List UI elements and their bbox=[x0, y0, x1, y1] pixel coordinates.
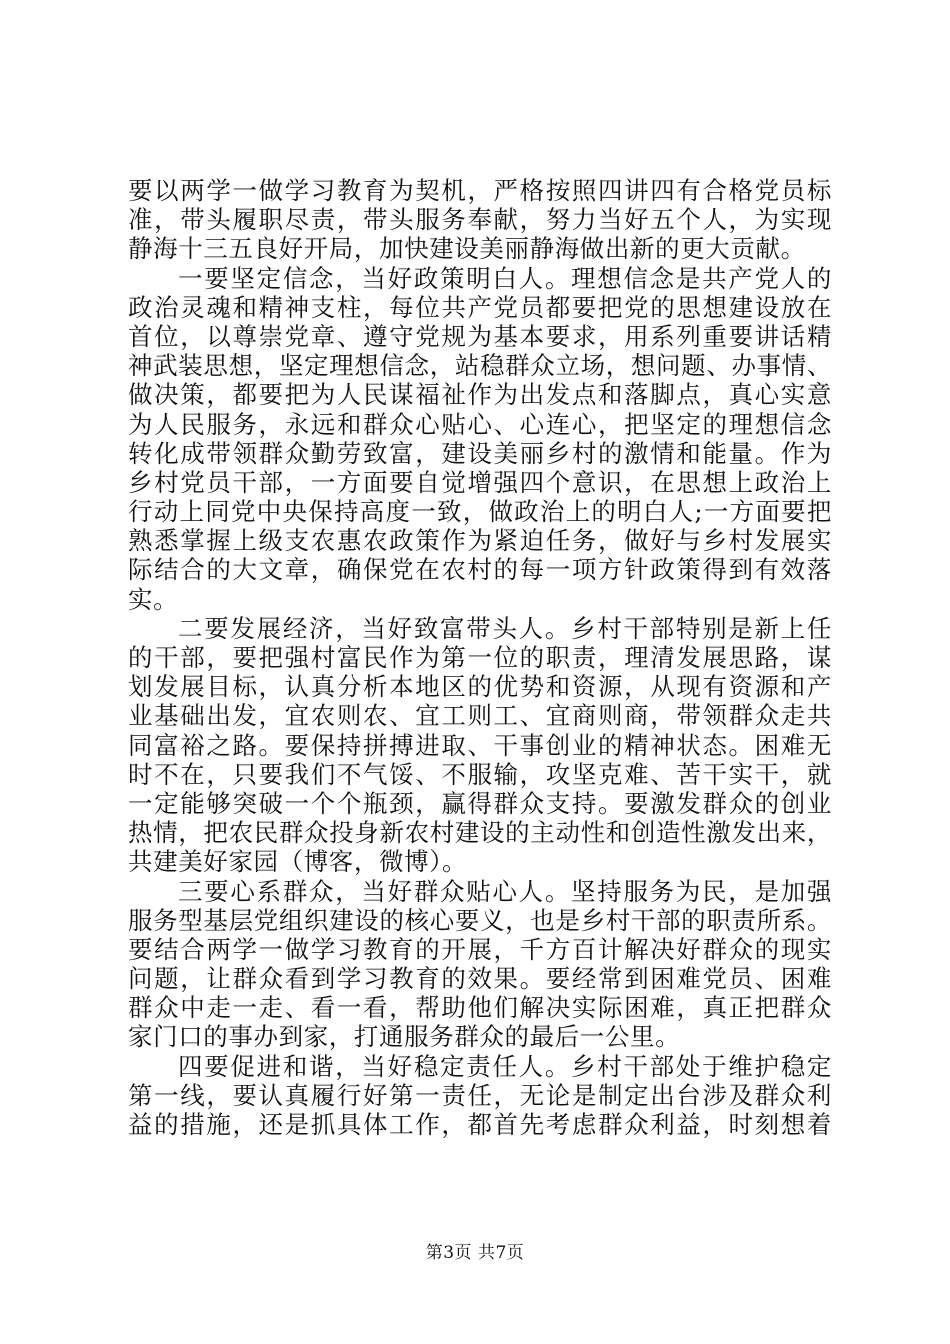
text-line: 为人民服务，永远和群众心贴心、心连心，把坚定的理想信念 bbox=[128, 409, 832, 439]
text-line: 热情，把农民群众投身新农村建设的主动性和创造性激发出来， bbox=[128, 818, 832, 848]
paragraph bbox=[128, 176, 832, 264]
text-line: 行动上同党中央保持高度一致，做政治上的明白人;一方面要把 bbox=[128, 497, 832, 527]
text-line: 要结合两学一做学习教育的开展，千方百计解决好群众的现实 bbox=[128, 934, 832, 964]
text-line: 一要坚定信念，当好政策明白人。理想信念是共产党人的 bbox=[178, 263, 832, 293]
text-line: 要以两学一做学习教育为契机，严格按照四讲四有合格党员标 bbox=[128, 176, 832, 205]
body-text bbox=[128, 176, 832, 1139]
text-line: 三要心系群众，当好群众贴心人。坚持服务为民，是加强 bbox=[178, 876, 832, 906]
text-line: 群众中走一走、看一看，帮助他们解决实际困难，真正把群众 bbox=[128, 993, 832, 1023]
text-line: 业基础出发，宜农则农、宜工则工、宜商则商，带领群众走共 bbox=[128, 701, 832, 731]
text-line: 做决策，都要把为人民谋福祉作为出发点和落脚点，真心实意 bbox=[128, 380, 832, 410]
text-line: 时不在，只要我们不气馁、不服输，攻坚克难、苦干实干，就 bbox=[128, 759, 832, 789]
text-line: 二要发展经济，当好致富带头人。乡村干部特别是新上任 bbox=[178, 613, 832, 643]
text-line: 四要促进和谐，当好稳定责任人。乡村干部处于维护稳定 bbox=[178, 1051, 832, 1081]
paragraph bbox=[128, 264, 832, 614]
text-line: 的干部，要把强村富民作为第一位的职责，理清发展思路，谋 bbox=[128, 643, 832, 672]
text-line: 第一线，要认真履行好第一责任，无论是制定出台涉及群众利 bbox=[128, 1080, 832, 1110]
text-line: 益的措施，还是抓具体工作，都首先考虑群众利益，时刻想着 bbox=[128, 1110, 832, 1139]
text-line: 乡村党员干部，一方面要自觉增强四个意识，在思想上政治上 bbox=[128, 467, 832, 497]
paragraph bbox=[128, 877, 832, 1052]
text-line: 静海十三五良好开局，加快建设美丽静海做出新的更大贡献。 bbox=[128, 234, 806, 264]
text-line: 首位，以尊崇党章、遵守党规为基本要求，用系列重要讲话精 bbox=[128, 321, 832, 351]
text-line: 转化成带领群众勤劳致富，建设美丽乡村的激情和能量。作为 bbox=[128, 438, 832, 468]
text-line: 政治灵魂和精神支柱，每位共产党员都要把党的思想建设放在 bbox=[128, 292, 832, 322]
text-line: 同富裕之路。要保持拼搏进取、干事创业的精神状态。困难无 bbox=[128, 730, 832, 760]
text-line: 一定能够突破一个个瓶颈，赢得群众支持。要激发群众的创业 bbox=[128, 788, 832, 818]
text-line: 共建美好家园（博客，微博）。 bbox=[128, 847, 468, 877]
text-line: 准，带头履职尽责，带头服务奉献，努力当好五个人，为实现 bbox=[128, 205, 832, 235]
text-line: 划发展目标，认真分析本地区的优势和资源，从现有资源和产 bbox=[128, 672, 832, 702]
text-line: 问题，让群众看到学习教育的效果。要经常到困难党员、困难 bbox=[128, 964, 832, 994]
text-line: 神武装思想，坚定理想信念，站稳群众立场，想问题、办事情、 bbox=[128, 351, 832, 381]
page-number-footer: 第3页 共7页 bbox=[425, 1243, 525, 1263]
text-line: 服务型基层党组织建设的核心要义，也是乡村干部的职责所系。 bbox=[128, 905, 832, 935]
text-line: 家门口的事办到家，打通服务群众的最后一公里。 bbox=[128, 1022, 681, 1052]
text-line: 熟悉掌握上级支农惠农政策作为紧迫任务，做好与乡村发展实 bbox=[128, 526, 832, 556]
text-line: 实。 bbox=[128, 584, 179, 614]
paragraph bbox=[128, 614, 832, 877]
paragraph bbox=[128, 1052, 832, 1140]
text-line: 际结合的大文章，确保党在农村的每一项方针政策得到有效落 bbox=[128, 555, 832, 585]
